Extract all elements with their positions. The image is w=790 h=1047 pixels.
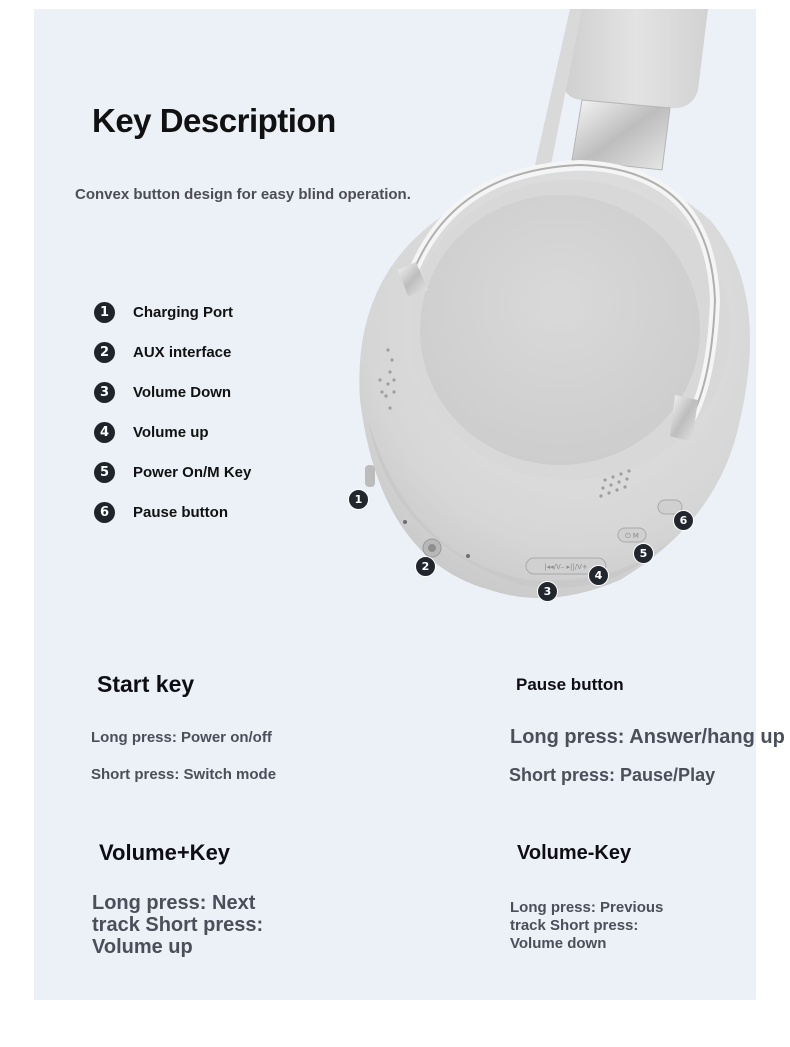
key-item-charging-port [94, 300, 233, 324]
number-badge: 2 [94, 342, 115, 363]
key-label: Pause button [133, 503, 229, 521]
volume-plus-heading: Volume+Key [99, 840, 231, 865]
key-label: Volume up [133, 423, 209, 441]
page-title: Key Description [92, 102, 336, 139]
callout-1: 1 [348, 489, 369, 510]
number-badge: 1 [94, 302, 115, 323]
volume-minus-heading: Volume-Key [517, 842, 632, 864]
start-key-short-press: Short press: Switch mode [91, 766, 277, 783]
number-badge: 5 [94, 462, 115, 483]
key-item-volume-down [94, 380, 231, 404]
key-item-power-key [94, 460, 251, 484]
callout-4: 4 [588, 565, 609, 586]
m-button-marking: ⏻ M [625, 532, 639, 540]
pause-button-long-press: Long press: Answer/hang up [510, 726, 785, 748]
key-label: AUX interface [133, 343, 232, 361]
key-label: Volume Down [133, 383, 232, 401]
key-item-aux-interface [94, 340, 231, 364]
callout-5: 5 [633, 543, 654, 564]
page-subtitle: Convex button design for easy blind operation. [75, 186, 411, 203]
callout-3: 3 [537, 581, 558, 602]
number-badge: 6 [94, 502, 115, 523]
callout-6: 6 [673, 510, 694, 531]
key-item-pause-button [94, 500, 228, 524]
callout-2: 2 [415, 556, 436, 577]
number-badge: 4 [94, 422, 115, 443]
headphone-illustration [320, 0, 790, 620]
pause-button-heading: Pause button [516, 675, 624, 694]
key-label: Charging Port [133, 303, 233, 321]
volume-plus-description: Long press: Next track Short press: Volume up [92, 892, 264, 958]
key-label: Power On/M Key [133, 463, 252, 481]
volume-strip-marking: |◂◂/V– ▸||/V+ [544, 563, 588, 571]
start-key-long-press: Long press: Power on/off [91, 729, 272, 746]
pause-button-short-press: Short press: Pause/Play [509, 765, 716, 785]
number-badge: 3 [94, 382, 115, 403]
key-item-volume-up [94, 420, 209, 444]
volume-minus-description: Long press: Previous track Short press: Volume down [510, 899, 664, 952]
start-key-heading: Start key [97, 671, 195, 697]
